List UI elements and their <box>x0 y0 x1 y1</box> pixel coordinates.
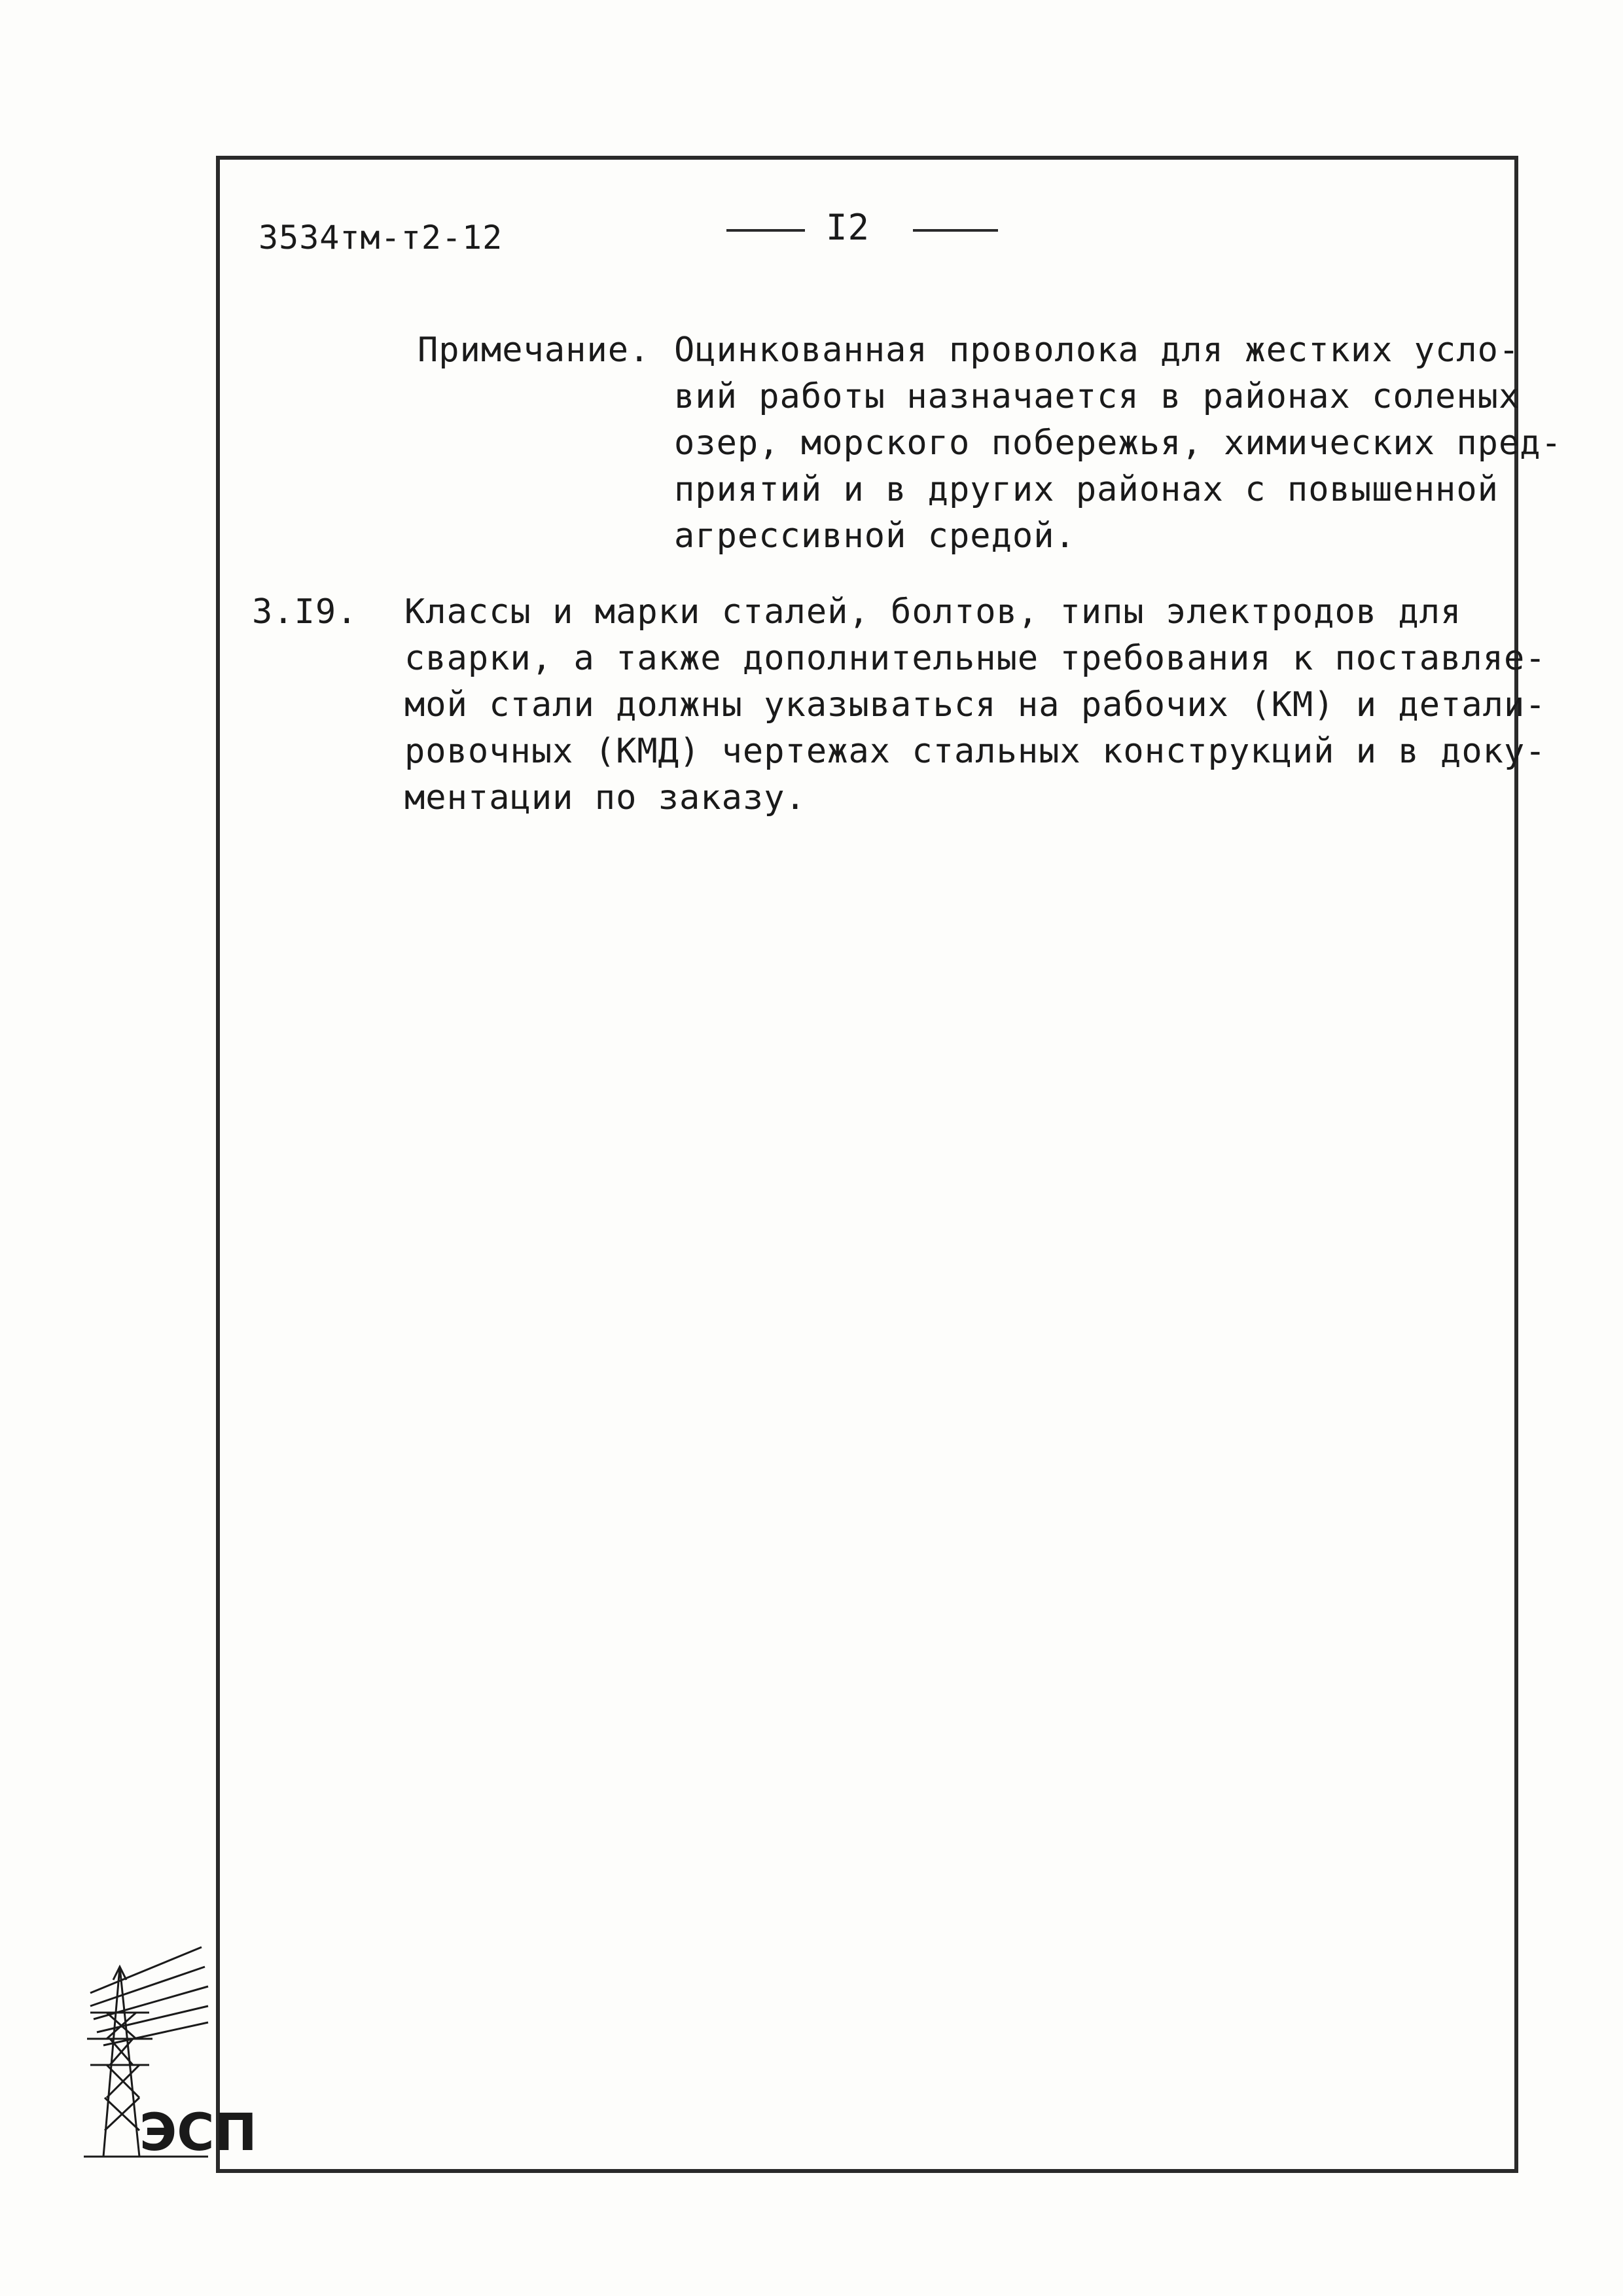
note-line: приятий и в других районах с повышенной <box>674 470 1499 509</box>
note-line: вий работы назначается в районах соленых <box>674 377 1520 416</box>
note-line: агрессивной средой. <box>674 516 1076 556</box>
document-code: 3534тм-т2-12 <box>259 219 503 257</box>
item-line: мой стали должны указываться на рабочих (КМ) и детали- <box>404 685 1546 725</box>
item-line: Классы и марки сталей, болтов, типы электродов для <box>404 592 1462 632</box>
page-number-dash-left <box>726 229 805 232</box>
item-line: сварки, а также дополнительные требования к поставляе- <box>404 639 1546 678</box>
note-line: озер, морского побережья, химических пред- <box>674 423 1562 463</box>
logo-text: ЭСП <box>139 2104 257 2162</box>
item-body <box>404 589 1546 821</box>
note-line: Оцинкованная проволока для жестких усло- <box>674 331 1520 370</box>
page-number-dash-right <box>913 229 998 232</box>
item-number: 3.I9. <box>252 592 358 632</box>
item-line: ровочных (КМД) чертежах стальных конструкций и в доку- <box>404 732 1546 771</box>
note-label: Примечание. <box>418 331 651 370</box>
page-number: I2 <box>826 207 870 248</box>
note-body <box>674 327 1562 560</box>
item-line: ментации по заказу. <box>404 778 806 817</box>
power-line-tower-logo-icon <box>77 1941 257 2163</box>
